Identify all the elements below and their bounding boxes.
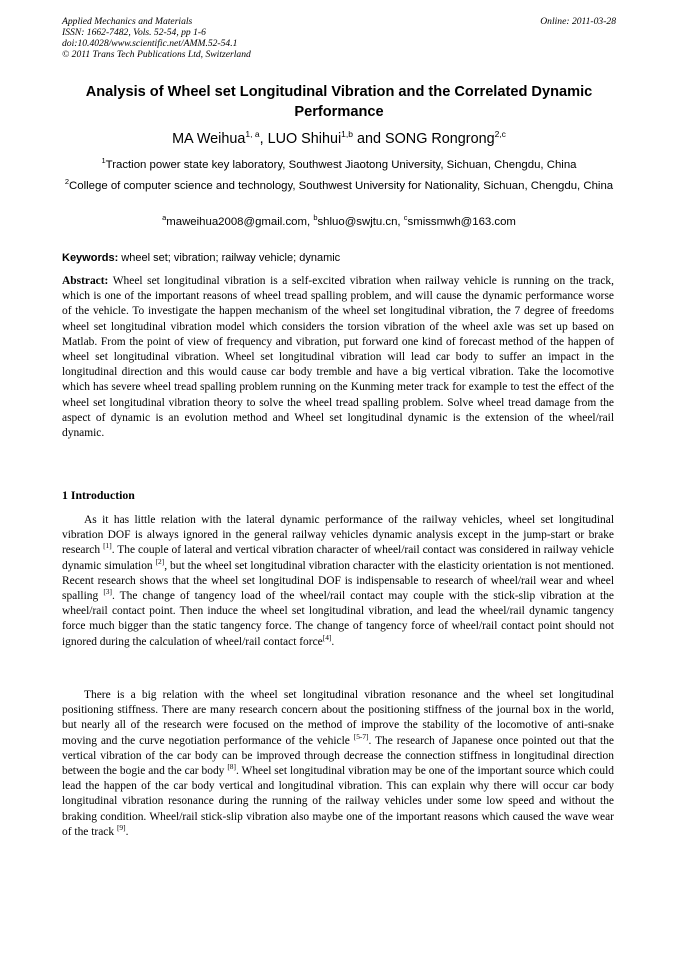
- affiliation-2: [62, 179, 616, 194]
- email-mark: c: [403, 213, 408, 222]
- online-date: Online: 2011-03-28: [540, 16, 616, 27]
- author-name: , LUO Shihui: [259, 131, 342, 147]
- paragraph-text: . The couple of lateral and vertical vibration character of wheel/rail contact was considered in railway vehicle dynamic simulation: [62, 544, 614, 572]
- citation-ref[interactable]: [8]: [227, 762, 236, 772]
- author-line: [62, 130, 616, 148]
- affiliation-text: Traction power state key laboratory, Southwest Jiaotong University, Sichuan, Chengdu, China: [105, 159, 577, 171]
- author-affil-mark: 1,b: [341, 129, 353, 139]
- keywords-label: Keywords:: [62, 252, 119, 264]
- email-link[interactable]: smissmwh@163.com: [407, 216, 516, 228]
- affiliation-1: [62, 158, 616, 173]
- section-heading: 1 Introduction: [62, 488, 135, 502]
- author-name: and SONG Rongrong: [353, 131, 495, 147]
- email-link[interactable]: shluo@swjtu.cn,: [317, 216, 404, 228]
- citation-ref[interactable]: [2]: [155, 556, 165, 566]
- journal-header: [62, 16, 251, 60]
- paragraph-text: .: [331, 635, 335, 648]
- body-paragraph-2: [62, 688, 614, 840]
- paragraph-text: , but the wheel set longitudinal vibration character with the elasticity orientation is not mentioned. Recent research shows that the wheel set longitudinal DOF is indispensable to research of wheel/rail wear and wheel spalling: [62, 559, 614, 603]
- affiliation-mark: 1: [101, 156, 106, 165]
- citation-ref[interactable]: [1]: [103, 541, 112, 551]
- abstract: [62, 274, 614, 441]
- citation-ref[interactable]: [9]: [116, 822, 126, 832]
- body-paragraph-1: [62, 513, 614, 650]
- copyright-line: © 2011 Trans Tech Publications Ltd, Switzerland: [62, 49, 251, 60]
- email-line: [62, 215, 616, 230]
- paragraph-text: As it has little relation with the lateral dynamic performance of the railway vehicles, wheel set longitudinal vibration DOF is always ignored in the general railway vehicles dynamic analysis except in the jump-start or brake research: [62, 514, 614, 557]
- affiliation-mark: 2: [64, 177, 70, 186]
- paragraph-text: There is a big relation with the wheel set longitudinal vibration resonance and the wheel set longitudinal positioning stiffness. There are many research concern about the positioning stiffness of the journal box in the world, but nearly all of the research were focused on the method of improve the stability of the locomotive of anti-snake moving and the curve negotiation performance of the vehicle: [62, 689, 614, 747]
- paper-title: Analysis of Wheel set Longitudinal Vibration and the Correlated Dynamic Performance: [85, 84, 593, 120]
- author-affil-mark: 2,c: [494, 129, 506, 139]
- doi-line: doi:10.4028/www.scientific.net/AMM.52-54.1: [62, 38, 238, 49]
- email-mark: a: [162, 213, 167, 222]
- issn-line: ISSN: 1662-7482, Vols. 52-54, pp 1-6: [62, 27, 206, 38]
- keywords-text: wheel set; vibration; railway vehicle; dynamic: [118, 252, 341, 264]
- paragraph-text: . The change of tangency load of the wheel/rail contact may couple with the stick-slip vibration at the wheel/rail contact point. Then induce the wheel set longitudinal vibration, and lead the wheel/rail dynamic tangency force much bigger than the static tangency force. The change of tangency force of wheel/rail contact point should not ignored during the calculation of wheel/rail contact force: [62, 590, 615, 648]
- abstract-label: Abstract:: [62, 275, 109, 287]
- keywords: [62, 251, 616, 265]
- citation-ref[interactable]: [3]: [103, 587, 112, 597]
- abstract-text: Wheel set longitudinal vibration is a self-excited vibration when railway vehicle is running on the track, which is one of the important reasons of wheel tread spalling problem, and will cause the dynamic performance worse of the vehicle. To investigate the happen mechanism of the wheel set longitudinal vibration, the 7 degree of freedoms wheel set longitudinal vibration model which considers the torsion vibration of the wheel axle was set up based on Matlab. From the point of view of frequency and vibration, put forward one kind of forecast method of the happen of wheel set longitudinal vibration. Wheel set longitudinal vibration will lead car body to suffer an impact in the longitudinal direction and this would cause car body tremble and have a big vertical vibration. Take the locomotive which has severe wheel tread spalling problem running on the Kunming meter track for example to test the effect of the wheel set longitudinal vibration theory to solve the wheel tread spalling problem. Solve wheel tread damage from the aspect of dynamic is an evolution method and Wheel set longitudinal dynamic is the extension of the wheel/rail dynamic.: [62, 275, 614, 440]
- citation-ref[interactable]: [4]: [322, 632, 332, 642]
- affiliation-text: College of computer science and technology, Southwest University for Nationality, Sichuan, Chengdu, China: [69, 180, 614, 192]
- paragraph-text: . The research of Japanese once pointed out that the vertical vibration of the car body can be improved through decrease the connection stiffness in longitudinal direction between the bogie and the car body: [62, 734, 614, 778]
- paragraph-text: .: [125, 825, 129, 838]
- email-link[interactable]: maweihua2008@gmail.com,: [166, 216, 314, 228]
- email-mark: b: [313, 213, 318, 222]
- journal-name: Applied Mechanics and Materials: [62, 16, 193, 27]
- paragraph-text: . Wheel set longitudinal vibration may be one of the important source which could lead the happen of the car body vertical and longitudinal vibration. This can explain why there will occur car body longitudinal vibration resonance during the running of the railway vehicles under some low speed and without the braking condition. Wheel/rail stick-slip vibration also maybe one of the important reasons which caused the wave wear of the track: [62, 765, 614, 838]
- citation-ref[interactable]: [5-7]: [353, 731, 369, 741]
- author-name: MA Weihua: [172, 131, 246, 147]
- author-affil-mark: 1, a: [245, 129, 260, 139]
